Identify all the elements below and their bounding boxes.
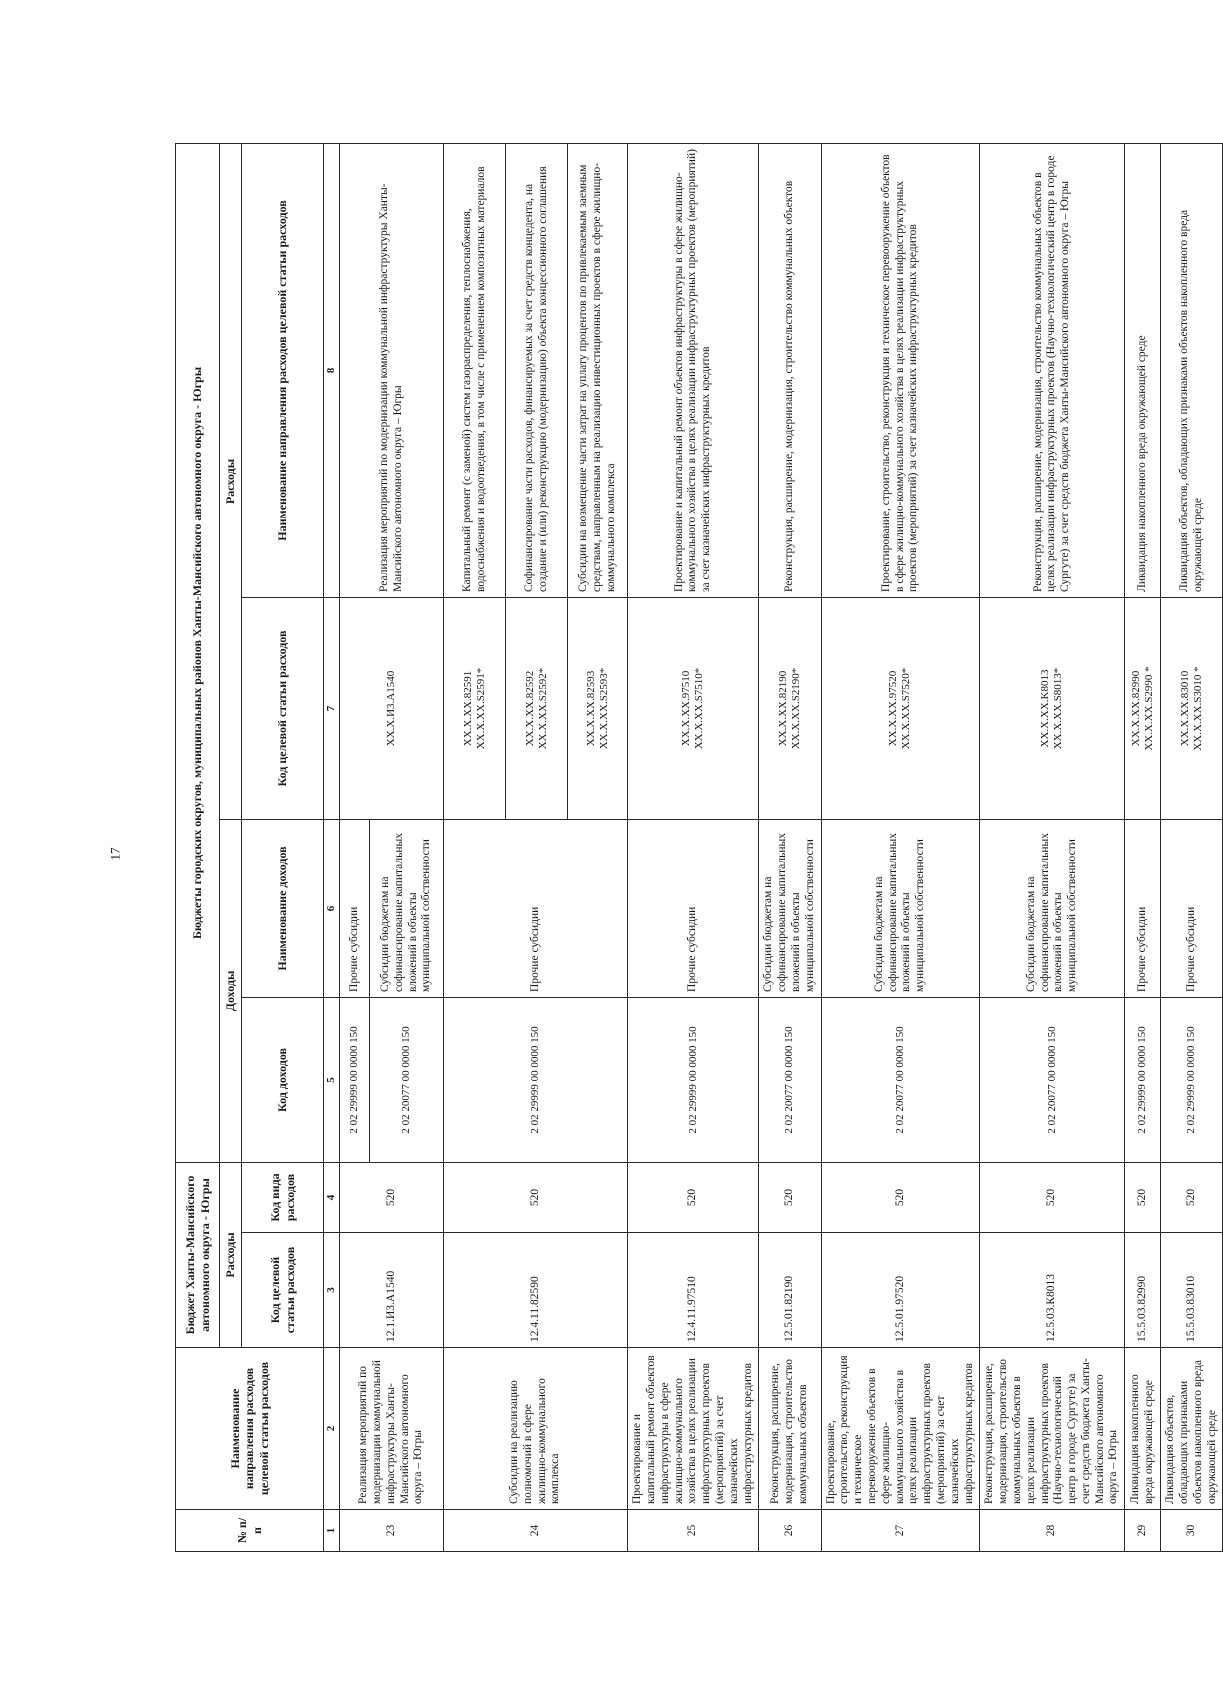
code-line: XX.X.XX.82990 bbox=[1129, 670, 1142, 747]
code-line: XX.X.XX.82190 bbox=[776, 670, 789, 747]
code-line: XX.X.XX.S7520* bbox=[900, 667, 913, 750]
header-group-left: Бюджет Ханты-Мансийского автономного округа - Югры bbox=[176, 1162, 220, 1347]
row-number: 29 bbox=[1125, 1510, 1161, 1552]
row-number: 24 bbox=[444, 1510, 628, 1552]
row-income-name: Субсидии бюджетам на софинансирование капитальных вложений в объекты муниципальной собственности bbox=[980, 819, 1125, 997]
row-name-right: Субсидии на возмещение части затрат на уплату процентов по привлекаемым заемным средствам, направленным на реализацию инвестиционных проектов в сфере жилищно-коммунального комплекса bbox=[568, 143, 628, 597]
code-line: XX.X.XX.S2591* bbox=[474, 667, 487, 750]
row-target-code: 12.4.11.82590 bbox=[444, 1233, 628, 1348]
column-number-row bbox=[324, 143, 340, 1551]
row-number: 28 bbox=[980, 1510, 1125, 1552]
row-target-code: 15.5.03.83010 bbox=[1161, 1233, 1223, 1348]
code-line: XX.X.XX.97520 bbox=[887, 670, 900, 747]
code-line: XX.X.XX.82591 bbox=[461, 670, 474, 747]
header-type-code: Код вида расходов bbox=[242, 1162, 324, 1232]
row-name-right: Реконструкция, расширение, модернизация, строительство коммунальных объектов bbox=[759, 143, 821, 597]
code-line: XX.X.XX.K8013 bbox=[1039, 669, 1052, 748]
header-expenses-left: Расходы bbox=[220, 1162, 242, 1347]
row-name: Ликвидация накопленного вреда окружающей среде bbox=[1125, 1348, 1161, 1510]
row-name-right: Реализация мероприятий по модернизации коммунальной инфраструктуры Ханты-Мансийского автономного округа – Югры bbox=[340, 143, 444, 597]
row-target-code: 12.5.03.К8013 bbox=[980, 1233, 1125, 1348]
code-line: XX.X.XX.97510 bbox=[680, 670, 693, 747]
code-line: XX.X.XX.S7510* bbox=[693, 667, 706, 750]
row-number: 26 bbox=[759, 1510, 821, 1552]
row-target-code: 12.1.И3.А1540 bbox=[340, 1233, 444, 1348]
row-target-code-right bbox=[980, 597, 1125, 819]
row-target-code-right bbox=[821, 597, 980, 819]
row-type-code: 520 bbox=[759, 1162, 821, 1232]
table-row bbox=[340, 143, 370, 1551]
column-number: 3 bbox=[324, 1233, 340, 1348]
row-income-code: 2 02 29999 00 0000 150 bbox=[628, 997, 759, 1162]
table-row bbox=[759, 143, 821, 1551]
code-line: XX.X.XX.S2990 * bbox=[1142, 666, 1155, 751]
row-income-name: Прочие субсидии bbox=[1125, 819, 1161, 997]
column-number: 2 bbox=[324, 1348, 340, 1510]
row-name: Реконструкция, расширение, модернизация, строительство коммунальных объектов bbox=[759, 1348, 821, 1510]
column-number: 7 bbox=[324, 597, 340, 819]
row-income-name: Прочие субсидии bbox=[340, 819, 370, 997]
row-income-code: 2 02 29999 00 0000 150 bbox=[444, 997, 628, 1162]
row-name-right: Проектирование и капитальный ремонт объектов инфраструктуры в сфере жилищно-коммунального хозяйства в целях реализации инфраструктурных проектов (мероприятий) за счет казначейских инфраструктурных кредитов bbox=[628, 143, 759, 597]
code-line: XX.X.XX.S2592* bbox=[536, 667, 549, 750]
row-income-code: 2 02 20077 00 0000 150 bbox=[980, 997, 1125, 1162]
row-name-right: Ликвидация объектов, обладающих признаками объектов накопленного вреда окружающей среде bbox=[1161, 143, 1223, 597]
column-number: 5 bbox=[324, 997, 340, 1162]
page-number: 17 bbox=[107, 847, 123, 861]
row-name: Проектирование, строительство, реконструкция и техническое перевооружение объектов в сфере жилищно-коммунального хозяйства в целях реализации инфраструктурных проектов (мероприятий) за счет казначейских инфраструктурных кредитов bbox=[821, 1348, 980, 1510]
row-income-name: Субсидии бюджетам на софинансирование капитальных вложений в объекты муниципальной собственности bbox=[821, 819, 980, 997]
table-row bbox=[1161, 143, 1223, 1551]
row-income-code: 2 02 29999 00 0000 150 bbox=[1125, 997, 1161, 1162]
table-row bbox=[444, 143, 506, 1551]
table-row bbox=[821, 143, 980, 1551]
row-target-code-right bbox=[1125, 597, 1161, 819]
row-income-name: Прочие субсидии bbox=[628, 819, 759, 997]
header-income-name: Наименование доходов bbox=[242, 819, 324, 997]
code-line: XX.X.XX.82593 bbox=[584, 670, 597, 747]
row-target-code-right bbox=[759, 597, 821, 819]
row-name-right: Проектирование, строительство, реконструкция и техническое перевооружение объектов в сфере жилищно-коммунального хозяйства в целях реализации инфраструктурных проектов (мероприятий) за счет казначейских инфраструктурных кредитов bbox=[821, 143, 980, 597]
code-line: XX.X.XX.S8013* bbox=[1052, 667, 1065, 750]
budget-table-sheet bbox=[175, 144, 1218, 1552]
table-row bbox=[628, 143, 759, 1551]
row-name: Субсидии на реализацию полномочий в сфере жилищно-коммунального комплекса bbox=[444, 1348, 628, 1510]
header-group-right: Бюджеты городских округов, муниципальных районов Ханты-Мансийского автономного округа - Югры bbox=[176, 143, 220, 1162]
header-income-code: Код доходов bbox=[242, 997, 324, 1162]
row-number: 23 bbox=[340, 1510, 444, 1552]
table-row bbox=[1125, 143, 1161, 1551]
row-type-code: 520 bbox=[980, 1162, 1125, 1232]
row-name: Реализация мероприятий по модернизации коммунальной инфраструктуры Ханты-Мансийского автономного округа – Югры bbox=[340, 1348, 444, 1510]
row-target-code: 12.5.01.82190 bbox=[759, 1233, 821, 1348]
row-number: 27 bbox=[821, 1510, 980, 1552]
row-target-code: 12.5.01.97520 bbox=[821, 1233, 980, 1348]
column-number: 1 bbox=[324, 1510, 340, 1552]
column-number: 8 bbox=[324, 143, 340, 597]
row-target-code-right bbox=[444, 597, 506, 819]
table-row bbox=[980, 143, 1125, 1551]
row-target-code: 12.4.11.97510 bbox=[628, 1233, 759, 1348]
header-target-code-right: Код целевой статьи расходов bbox=[242, 597, 324, 819]
code-line: XX.X.XX.82592 bbox=[523, 670, 536, 747]
row-name: Проектирование и капитальный ремонт объектов инфраструктуры в сфере жилищно-коммунального хозяйства в целях реализации инфраструктурных проектов (мероприятий) за счет казначейских инфраструктурных кредитов bbox=[628, 1348, 759, 1510]
row-target-code-right bbox=[568, 597, 628, 819]
budget-classification-table bbox=[175, 143, 1223, 1552]
row-number: 30 bbox=[1161, 1510, 1223, 1552]
row-type-code: 520 bbox=[1161, 1162, 1223, 1232]
row-target-code-right: XX.X.И3.А1540 bbox=[340, 597, 444, 819]
row-name-right: Ликвидация накопленного вреда окружающей среде bbox=[1125, 143, 1161, 597]
code-line: XX.X.XX.S2593* bbox=[597, 667, 610, 750]
code-line: XX.X.XX.83010 bbox=[1178, 670, 1191, 747]
row-number: 25 bbox=[628, 1510, 759, 1552]
header-name-right: Наименование направления расходов целевой статьи расходов bbox=[242, 143, 324, 597]
header-income: Доходы bbox=[220, 819, 242, 1162]
header-expenses-right: Расходы bbox=[220, 143, 242, 819]
row-income-code: 2 02 20077 00 0000 150 bbox=[370, 997, 444, 1162]
row-income-code: 2 02 29999 00 0000 150 bbox=[1161, 997, 1223, 1162]
column-number: 6 bbox=[324, 819, 340, 997]
column-number: 4 bbox=[324, 1162, 340, 1232]
code-line: XX.X.XX.S2190* bbox=[789, 667, 802, 750]
row-name-right: Софинансирование части расходов, финансируемых за счет средств концедента, на создание и (или) реконструкцию (модернизацию) объекта концессионного соглашения bbox=[506, 143, 568, 597]
header-no: № п/п bbox=[176, 1510, 324, 1552]
row-name-right: Капитальный ремонт (с заменой) систем газораспределения, теплоснабжения, водоснабжения и водоотведения, в том числе с применением композитных материалов bbox=[444, 143, 506, 597]
row-target-code-right bbox=[1161, 597, 1223, 819]
row-target-code-right bbox=[506, 597, 568, 819]
header-target-code: Код целевой статьи расходов bbox=[242, 1233, 324, 1348]
header-name-left: Наименование направления расходов целевой статьи расходов bbox=[176, 1348, 324, 1510]
row-type-code: 520 bbox=[1125, 1162, 1161, 1232]
row-income-code: 2 02 20077 00 0000 150 bbox=[759, 997, 821, 1162]
row-income-name: Прочие субсидии bbox=[1161, 819, 1223, 997]
row-target-code: 15.5.03.82990 bbox=[1125, 1233, 1161, 1348]
row-income-name: Прочие субсидии bbox=[444, 819, 628, 997]
row-type-code: 520 bbox=[821, 1162, 980, 1232]
row-name: Реконструкция, расширение, модернизация, строительство коммунальных объектов в целях реализации инфраструктурных проектов (Научно-технологический центр в городе Сургуте) за счет средств бюджета Ханты-Мансийского автономного округа – Югры bbox=[980, 1348, 1125, 1510]
row-type-code: 520 bbox=[628, 1162, 759, 1232]
row-type-code: 520 bbox=[444, 1162, 628, 1232]
row-income-code: 2 02 29999 00 0000 150 bbox=[340, 997, 370, 1162]
row-income-name: Субсидии бюджетам на софинансирование капитальных вложений в объекты муниципальной собственности bbox=[370, 819, 444, 997]
row-type-code: 520 bbox=[340, 1162, 444, 1232]
row-name: Ликвидация объектов, обладающих признаками объектов накопленного вреда окружающей среде bbox=[1161, 1348, 1223, 1510]
row-name-right: Реконструкция, расширение, модернизация, строительство коммунальных объектов в целях реализации инфраструктурных проектов (Научно-технологический центр в городе Сургуте) за счет средств бюджета Ханты-Мансийского автономного округа – Югры bbox=[980, 143, 1125, 597]
code-line: XX.X.XX.S3010 * bbox=[1191, 666, 1204, 751]
row-income-code: 2 02 20077 00 0000 150 bbox=[821, 997, 980, 1162]
row-target-code-right bbox=[628, 597, 759, 819]
row-income-name: Субсидии бюджетам на софинансирование капитальных вложений в объекты муниципальной собственности bbox=[759, 819, 821, 997]
